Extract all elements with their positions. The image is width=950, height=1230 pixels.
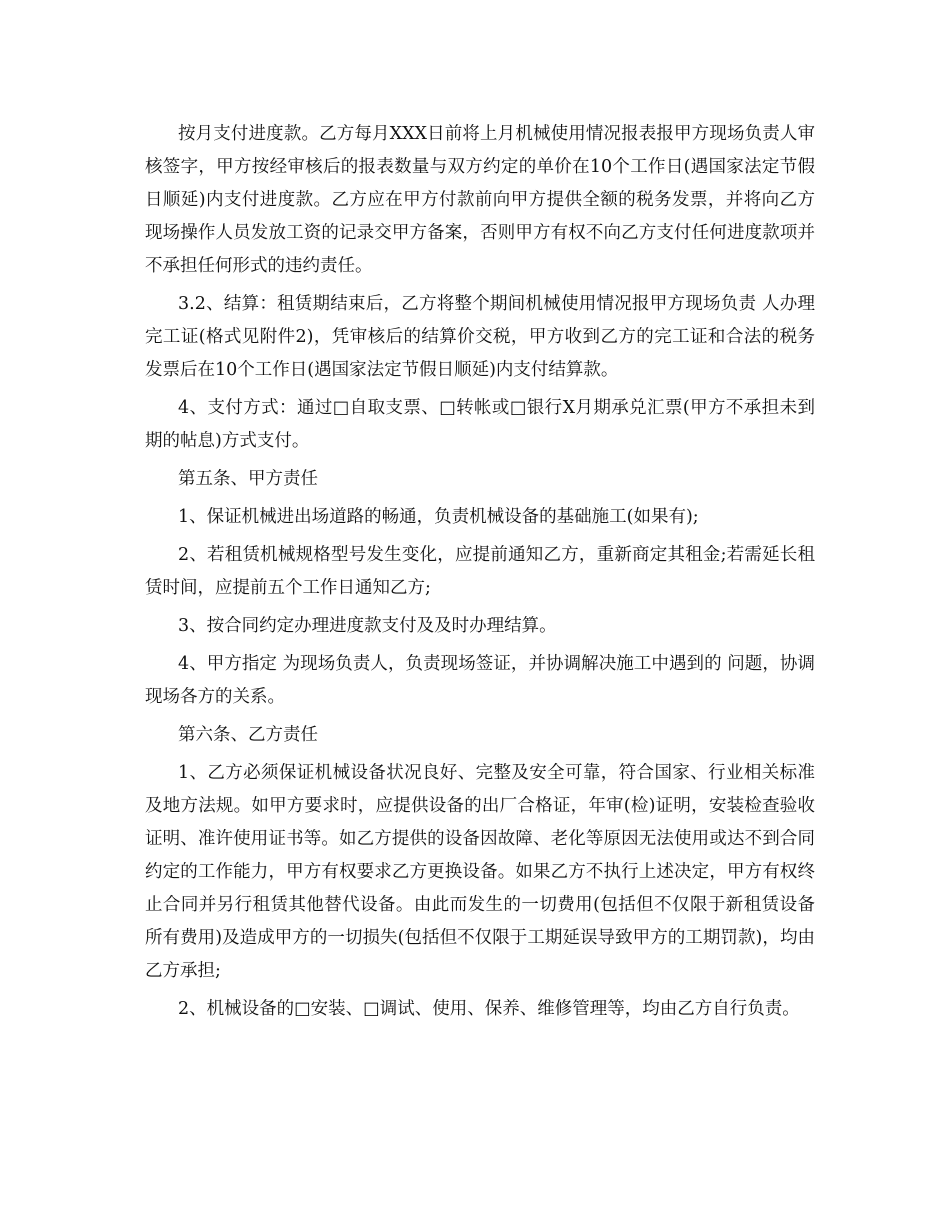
paragraph-party-a-item-1: 1、保证机械进出场道路的畅通，负责机械设备的基础施工(如果有); xyxy=(178,507,699,527)
paragraph-payment-method: 4、支付方式：通过□自取支票、□转帐或□银行X月期承兑汇票(甲方不承担未到期的帖息)方式支付。 xyxy=(145,398,815,451)
paragraph-party-a-item-3: 3、按合同约定办理进度款支付及及时办理结算。 xyxy=(178,616,557,636)
paragraph-party-b-item-2: 2、机械设备的□安装、□调试、使用、保养、维修管理等，均由乙方自行负责。 xyxy=(178,999,800,1019)
section-heading-party-a: 第五条、甲方责任 xyxy=(178,469,318,489)
paragraph-party-a-item-2: 2、若租赁机械规格型号发生变化，应提前通知乙方，重新商定其租金;若需延长租赁时间，应提前五个工作日通知乙方; xyxy=(145,545,815,598)
document-body xyxy=(145,118,815,1031)
paragraph-party-a-item-4: 4、甲方指定 为现场负责人，负责现场签证，并协调解决施工中遇到的 问题，协调现场各方的关系。 xyxy=(145,654,815,707)
paragraph-progress-payment: 按月支付进度款。乙方每月XXX日前将上月机械使用情况报表报甲方现场负责人审核签字，甲方按经审核后的报表数量与双方约定的单价在10个工作日(遇国家法定节假日顺延)内支付进度款。乙方应在甲方付款前向甲方提供全额的税务发票，并将向乙方现场操作人员发放工资的记录交甲方备案，否则甲方有权不向乙方支付任何进度款项并不承担任何形式的违约责任。 xyxy=(145,124,815,276)
paragraph-settlement: 3.2、结算：租赁期结束后，乙方将整个期间机械使用情况报甲方现场负责 人办理完工证(格式见附件2)，凭审核后的结算价交税，甲方收到乙方的完工证和合法的税务发票后在10个工作日(遇国家法定节假日顺延)内支付结算款。 xyxy=(145,294,815,380)
section-heading-party-b: 第六条、乙方责任 xyxy=(178,725,318,745)
paragraph-party-b-item-1: 1、乙方必须保证机械设备状况良好、完整及安全可靠，符合国家、行业相关标准及地方法规。如甲方要求时，应提供设备的出厂合格证，年审(检)证明，安装检查验收证明、准许使用证书等。如乙方提供的设备因故障、老化等原因无法使用或达不到合同约定的工作能力，甲方有权要求乙方更换设备。如果乙方不执行上述决定，甲方有权终止合同并另行租赁其他替代设备。由此而发生的一切费用(包括但不仅限于新租赁设备所有费用)及造成甲方的一切损失(包括但不仅限于工期延误导致甲方的工期罚款)，均由乙方承担; xyxy=(145,763,815,981)
